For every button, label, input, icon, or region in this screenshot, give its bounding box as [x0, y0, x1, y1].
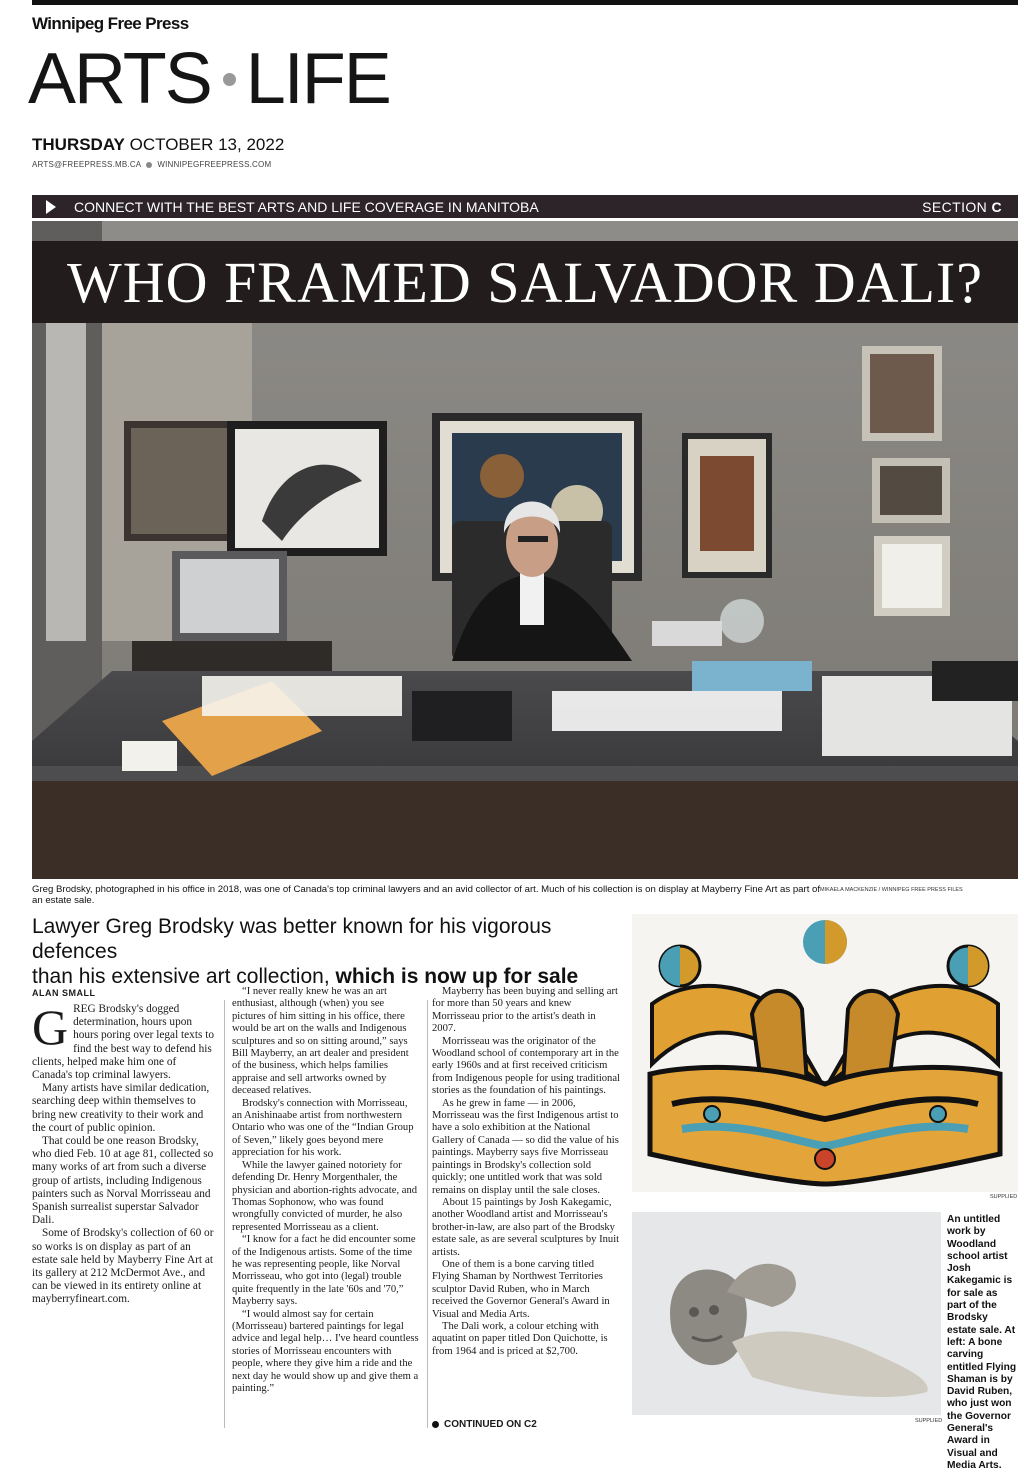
paragraph: While the lawyer gained notoriety for defending Dr. Henry Morgenthaler, the physician and abortion-rights advocate, and Thomas Sophonow, who was found wrongfully convicted of murder, he also represented Morrisseau as a client. — [232, 1159, 418, 1233]
paragraph: Many artists have similar dedication, searching deep within themselves to bring new creativity to their work and the court of public opinion. — [32, 1082, 210, 1134]
bullet-dot-icon — [223, 73, 236, 86]
banner-tagline: CONNECT WITH THE BEST ARTS AND LIFE COVERAGE IN MANITOBA — [74, 198, 539, 215]
bone-carving-photo — [632, 1212, 941, 1415]
bullet-icon — [432, 1421, 439, 1428]
section-letter: C — [991, 198, 1002, 215]
separator-dot-icon — [146, 162, 152, 168]
paragraph: One of them is a bone carving titled Flying Shaman by Northwest Territories sculptor David Ruben, who in March received the Governor General's Award in Visual and Media Arts. — [432, 1258, 610, 1320]
play-arrow-icon — [46, 200, 56, 214]
drop-cap: G — [32, 999, 69, 1055]
section-name-life: LIFE — [245, 39, 390, 119]
dateline — [32, 135, 284, 155]
column-rule — [427, 1000, 428, 1428]
continued-link[interactable] — [432, 1419, 537, 1430]
paragraph: The Dali work, a colour etching with aquatint on paper titled Don Quichotte, is from 1964 and is priced at $2,700. — [432, 1320, 608, 1357]
top-rule — [32, 0, 1018, 5]
newspaper-name[interactable]: Winnipeg Free Press — [32, 14, 189, 33]
paragraph — [32, 999, 216, 1082]
section-label: SECTION — [922, 198, 988, 215]
woodland-painting-illustration — [632, 914, 1018, 1192]
deck — [32, 914, 622, 989]
photo-caption: Greg Brodsky, photographed in his office in 2018, was one of Canada's top criminal lawyers and an avid collector of art. Much of his collection is on display at Mayberry Fine Art as part of an estate sale. — [32, 884, 821, 906]
paragraph: Morrisseau was the originator of the Woodland school of contemporary art in the early 1960s and at first received criticism from Indigenous people for using traditional stories as the foundation of his paintings. — [432, 1035, 620, 1097]
date: OCTOBER 13, 2022 — [129, 135, 285, 154]
article-column-3 — [432, 986, 620, 1358]
byline: ALAN SMALL — [32, 988, 96, 998]
continued-text: CONTINUED ON C2 — [444, 1419, 537, 1430]
paragraph: About 15 paintings by Josh Kakegamic, another Woodland artist and Morrisseau's brother-in-law, are also part of the Brodsky estate sale, as are several sculptures by Inuit artists. — [432, 1196, 620, 1258]
contact-line — [32, 160, 271, 169]
paragraph: “I know for a fact he did encounter some of the Indigenous artists. Some of the time he was representing people, like Norval Morrisseau, who got into (legal) trouble quite frequently in the late '60s and '70,” Mayberry says. — [232, 1234, 416, 1308]
paragraph-text: REG Brodsky's dogged determination, hours upon hours poring over legal texts to find the best way to defend his clients, helped make him one of Canada's top criminal lawyers. — [32, 1003, 214, 1082]
email-link[interactable]: ARTS@FREEPRESS.MB.CA — [32, 160, 142, 169]
supplied-credit: SUPPLIED — [990, 1194, 1018, 1200]
article-column-1 — [32, 999, 216, 1307]
paragraph: That could be one reason Brodsky, who died Feb. 10 at age 81, collected so many works of art from such a diverse group of artists, including Indigenous painters such as Norval Morrisseau and Spanish surrealist superstar Salvador Dali. — [32, 1135, 214, 1227]
deck-bold: which is now up for sale — [335, 965, 579, 988]
weekday: THURSDAY — [32, 135, 125, 154]
supplied-credit: SUPPLIED — [915, 1418, 943, 1424]
column-rule — [224, 1000, 225, 1428]
paragraph: “I never really knew he was an art enthusiast, although (when) you see pictures of him sitting in his office, there would be art on the walls and Indigenous sculptures and so on sitting around,” says Bill Mayberry, an art dealer and president of the business, which helps families appraise and sell artworks owned by deceased relatives. — [232, 986, 409, 1097]
section-indicator — [922, 199, 1002, 215]
paragraph: As he grew in fame — in 2006, Morrisseau was the first Indigenous artist to have a solo exhibition at the National Gallery of Canada — so did the value of his paintings. Mayberry says five Morrisseau paintings in Brodsky's collection sold quickly; one untitled work that was sold remains on display until the sale closes. — [432, 1097, 619, 1196]
woodland-painting — [632, 914, 1018, 1192]
paragraph: “I would almost say for certain (Morrisseau) bartered paintings for legal advice and legal help… I've heard countless stories of Morrisseau encounters with people, where they give him a ride and the next day he would show up and give them a painting.” — [232, 1308, 419, 1394]
paragraph: Brodsky's connection with Morrisseau, an Anishinaabe artist from northwestern Ontario who was one of the “Indian Group of Seven,” likely goes beyond mere appreciation for his work. — [232, 1097, 414, 1159]
bone-carving-illustration — [632, 1212, 941, 1415]
website-link[interactable]: WINNIPEGFREEPRESS.COM — [157, 160, 272, 169]
paragraph: Mayberry has been buying and selling art for more than 50 years and knew Morrisseau prior to the artist's death in 2007. — [432, 986, 618, 1035]
sidebar-caption: An untitled work by Woodland school artist Josh Kakegamic is for sale as part of the Brodsky estate sale. At left: A bone carving entitled Flying Shaman is by David Ruben, who just won the Governor General's Award in Visual and Media Arts. — [947, 1214, 1017, 1471]
article-column-2 — [232, 986, 420, 1395]
section-banner — [32, 195, 1018, 218]
headline: WHO FRAMED SALVADOR DALI? — [32, 241, 1018, 323]
deck-line-1: Lawyer Greg Brodsky was better known for his vigorous defences — [32, 915, 552, 963]
section-name-arts: ARTS — [28, 39, 211, 119]
section-masthead — [28, 40, 390, 118]
photo-credit: MIKAELA MACKENZIE / WINNIPEG FREE PRESS FILES — [820, 887, 963, 893]
paragraph: Some of Brodsky's collection of 60 or so works is on display as part of an estate sale held by Mayberry Fine Art at its gallery at 212 McDermot Ave., and can be viewed in its entirety online at mayberryfineart.com. — [32, 1227, 214, 1306]
deck-line-2-text: than his extensive art collection, — [32, 965, 330, 988]
